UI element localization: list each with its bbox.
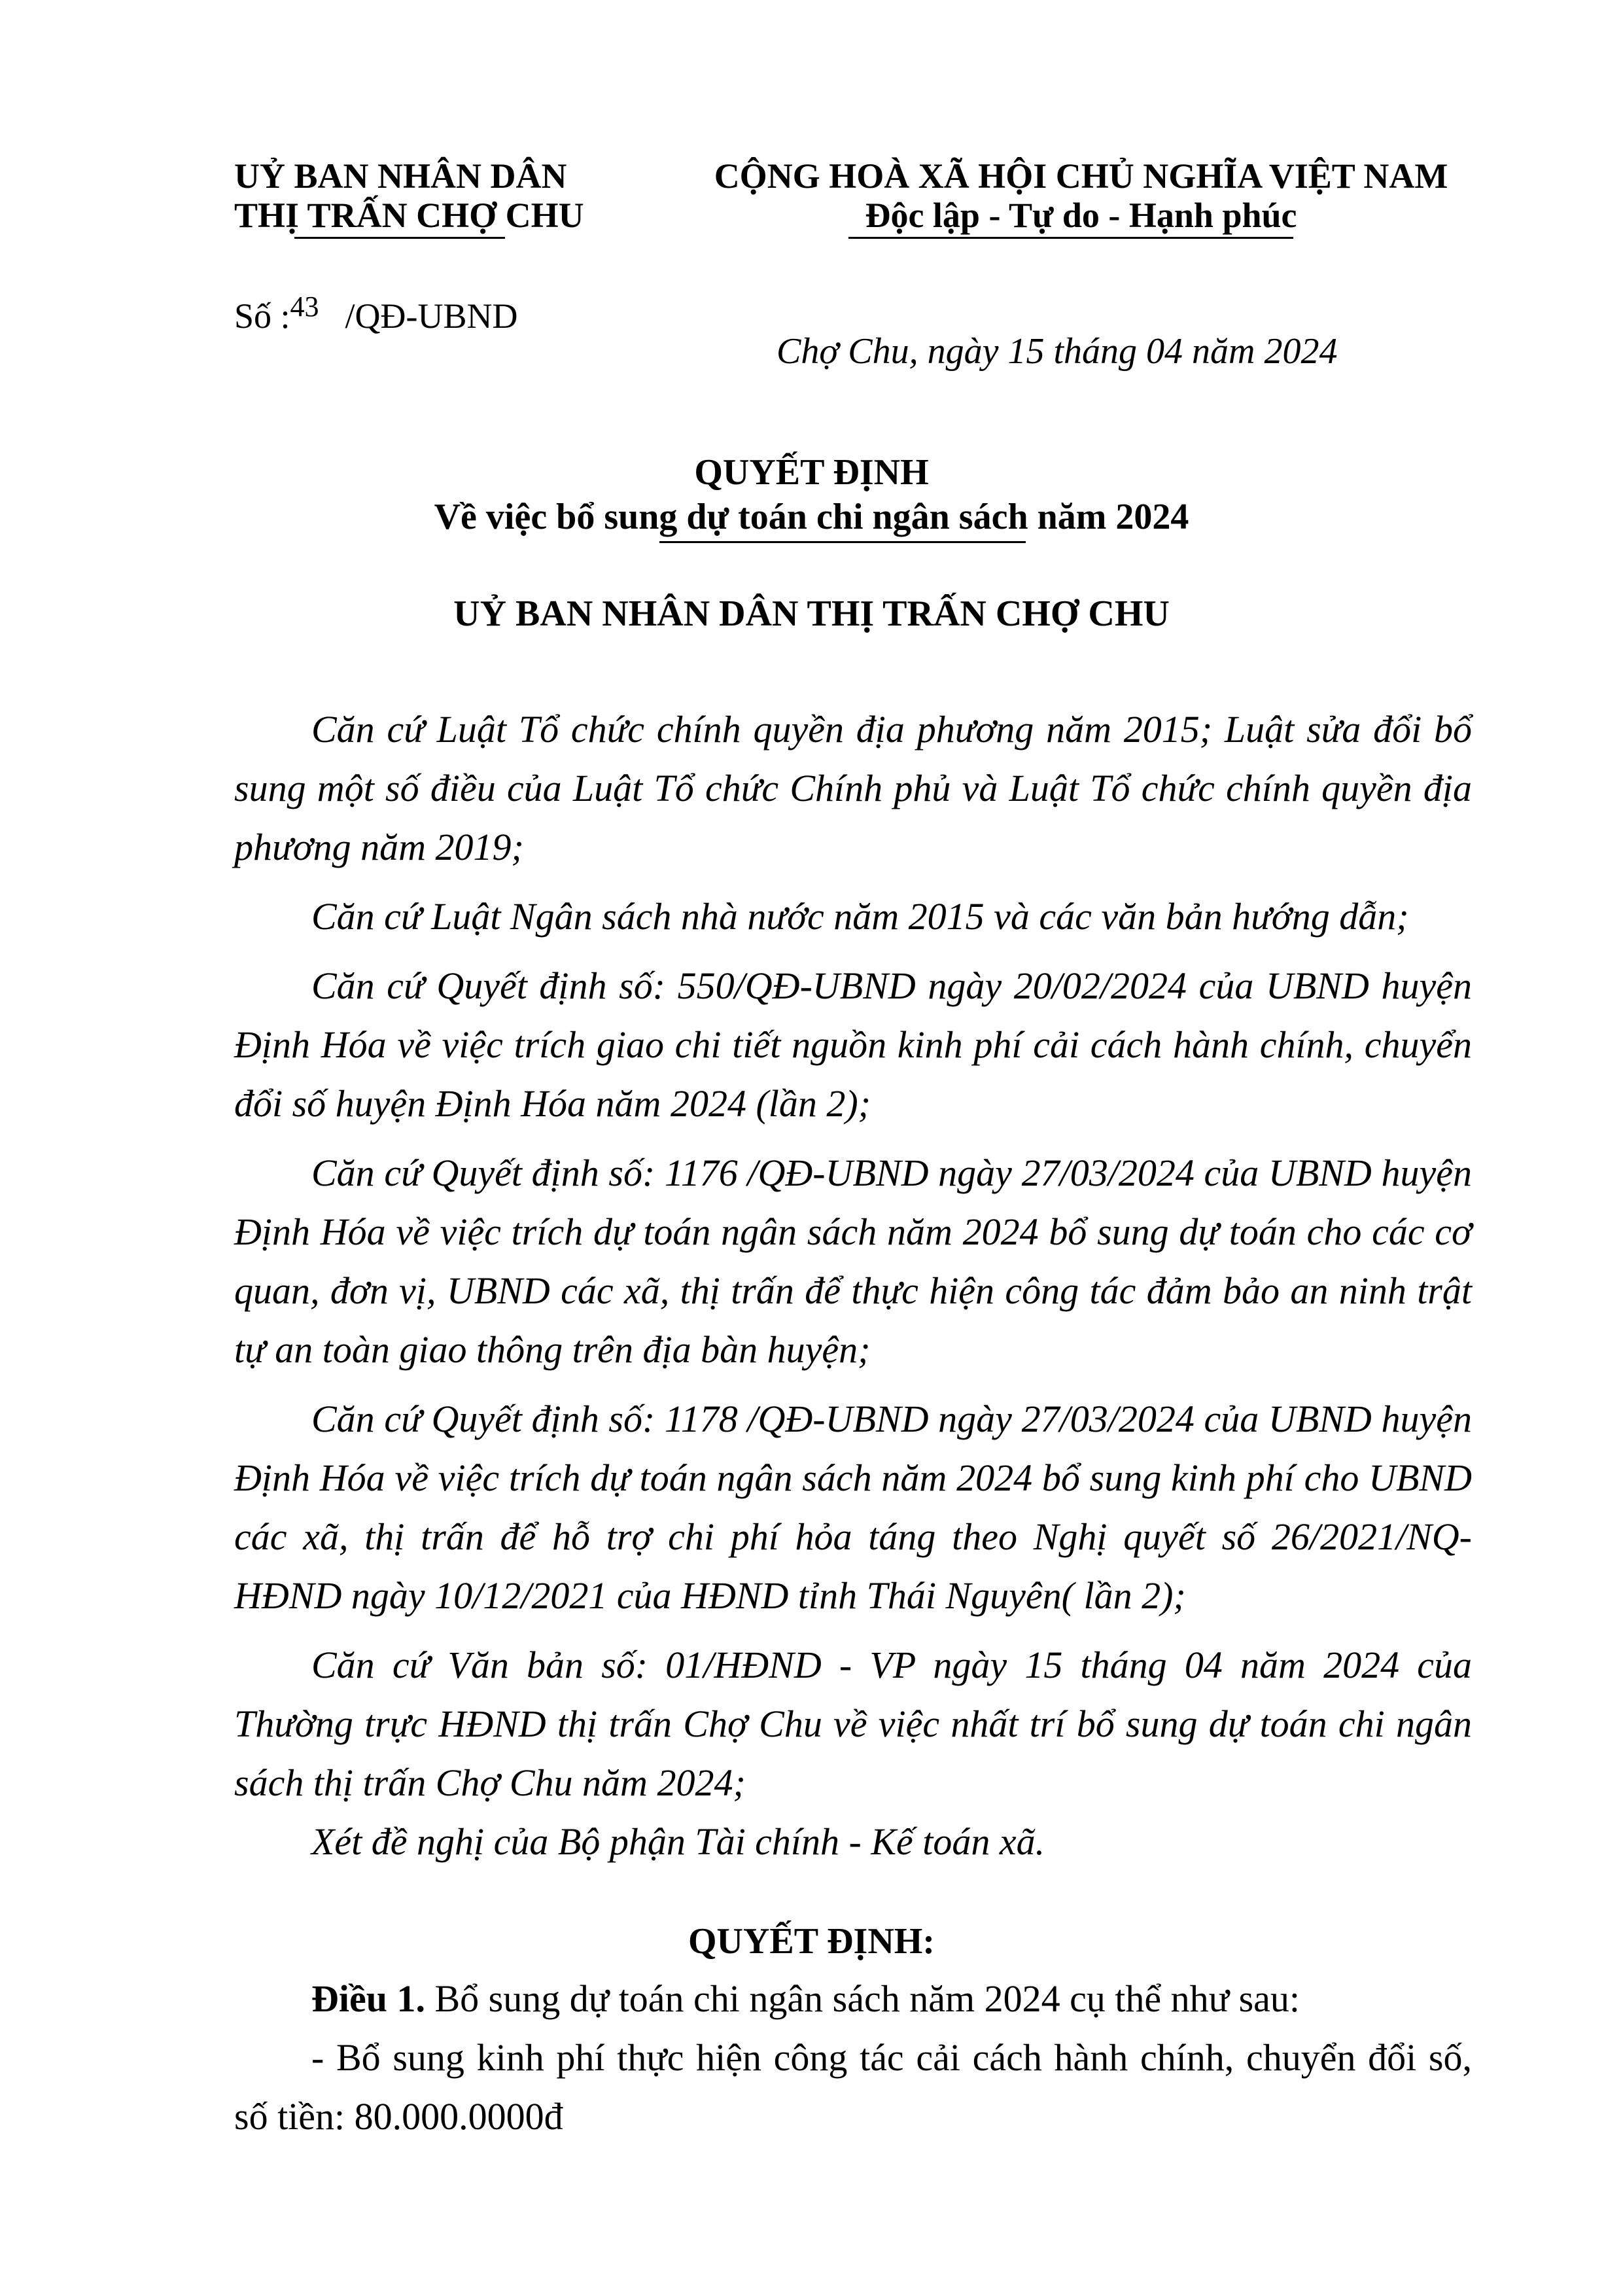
org-name-line2: THỊ TRẤN CHỢ CHU	[234, 196, 584, 235]
basis-paragraph: Căn cứ Văn bản số: 01/HĐND - VP ngày 15 tháng 04 năm 2024 của Thường trực HĐND thị trấn Chợ Chu về việc nhất trí bổ sung dự toán chi ngân sách thị trấn Chợ Chu năm 2024;	[234, 1644, 1472, 1804]
nation-motto: Độc lập - Tự do - Hạnh phúc	[865, 196, 1297, 235]
decision-heading: QUYẾT ĐỊNH:	[688, 1921, 935, 1962]
nation-name: CỘNG HOÀ XÃ HỘI CHỦ NGHĨA VIỆT NAM	[714, 156, 1448, 196]
article-1-line	[234, 1969, 1472, 2028]
org-name-line1: UỶ BAN NHÂN DÂN	[234, 156, 567, 196]
issuing-authority: UỶ BAN NHÂN DÂN THỊ TRẤN CHỢ CHU	[453, 593, 1170, 634]
date-line: Chợ Chu, ngày 15 tháng 04 năm 2024	[777, 331, 1338, 372]
basis-paragraph: Căn cứ Quyết định số: 1178 /QĐ-UBND ngày 27/03/2024 của UBND huyện Định Hóa về việc trích dự toán ngân sách năm 2024 bổ sung kinh phí cho UBND các xã, thị trấn để hỗ trợ chi phí hỏa táng theo Nghị quyết số 26/2021/NQ-HĐND ngày 10/12/2021 của HĐND tỉnh Thái Nguyên( lần 2);	[234, 1398, 1472, 1617]
motto-underline	[848, 237, 1293, 239]
org-underline	[294, 237, 505, 239]
basis-paragraph: Căn cứ Luật Tổ chức chính quyền địa phương năm 2015; Luật sửa đổi bổ sung một số điều của Luật Tổ chức Chính phủ và Luật Tổ chức chính quyền địa phương năm 2019;	[234, 708, 1472, 868]
doc-number-prefix: Số :	[234, 296, 290, 336]
basis-paragraph: Xét đề nghị của Bộ phận Tài chính - Kế toán xã.	[311, 1820, 1045, 1863]
subject-underline	[659, 541, 1026, 543]
doc-number-suffix: /QĐ-UBND	[345, 296, 518, 336]
basis-paragraph: Căn cứ Quyết định số: 1176 /QĐ-UBND ngày 27/03/2024 của UBND huyện Định Hóa về việc trích dự toán ngân sách năm 2024 bổ sung dự toán cho các cơ quan, đơn vị, UBND các xã, thị trấn để thực hiện công tác đảm bảo an ninh trật tự an toàn giao thông trên địa bàn huyện;	[234, 1152, 1472, 1371]
decision-title: QUYẾT ĐỊNH	[694, 452, 929, 493]
article-1-label: Điều 1.	[311, 1977, 425, 2020]
legal-bases	[234, 700, 1472, 1871]
article-1-item: - Bổ sung kinh phí thực hiện công tác cải cách hành chính, chuyển đổi số, số tiền: 80.000.0000đ	[234, 2036, 1472, 2138]
article-1-text: Bổ sung dự toán chi ngân sách năm 2024 cụ thể như sau:	[425, 1977, 1300, 2020]
article-1	[234, 1969, 1472, 2146]
basis-paragraph: Căn cứ Luật Ngân sách nhà nước năm 2015 và các văn bản hướng dẫn;	[311, 895, 1409, 938]
basis-paragraph: Căn cứ Quyết định số: 550/QĐ-UBND ngày 20/02/2024 của UBND huyện Định Hóa về việc trích giao chi tiết nguồn kinh phí cải cách hành chính, chuyển đổi số huyện Định Hóa năm 2024 (lần 2);	[234, 964, 1472, 1125]
document-number	[234, 291, 518, 336]
doc-number-value: 43	[290, 291, 319, 323]
decision-subject: Về việc bổ sung dự toán chi ngân sách năm 2024	[434, 497, 1189, 537]
